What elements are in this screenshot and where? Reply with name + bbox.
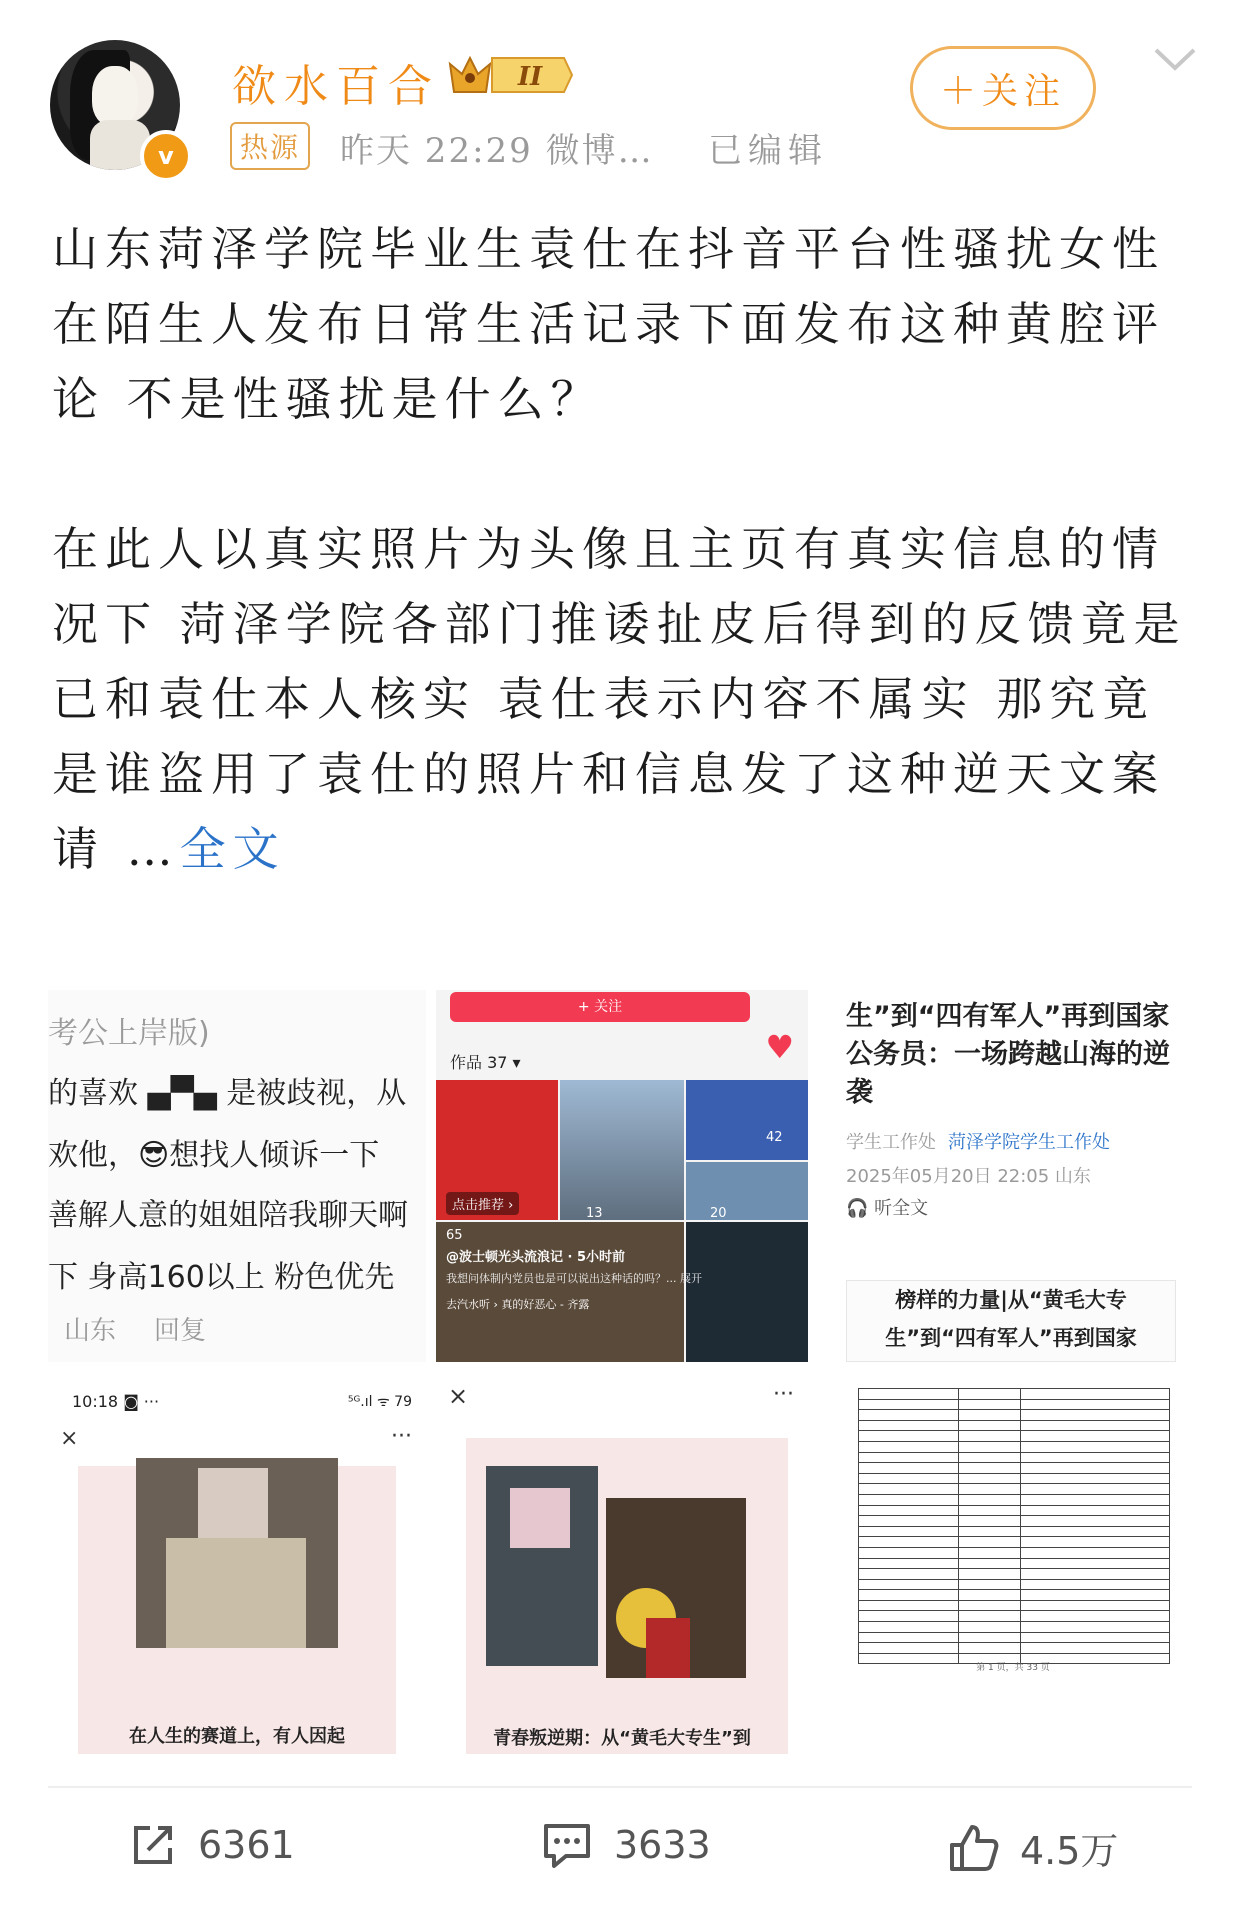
recommend-chip: 点击推荐 › [446,1192,519,1215]
document-table-cell [958,1484,1020,1495]
document-table-row [859,1399,1170,1410]
document-table-row [859,1410,1170,1421]
comment-icon [540,1820,594,1870]
image-table-document[interactable] [846,1382,1180,1754]
heart-icon: ♥ [765,1028,794,1066]
close-icon: × [448,1382,469,1410]
document-table-cell [958,1463,1020,1474]
thumbs-up-icon [946,1821,1000,1875]
document-table-cell [958,1452,1020,1463]
document-table-cell [1020,1516,1169,1527]
document-table-row [859,1452,1170,1463]
image-phone-screenshot[interactable] [48,1382,426,1754]
document-table-row [859,1484,1170,1495]
like-button[interactable] [946,1820,1118,1875]
document-table-cell [859,1632,959,1643]
document-table-cell [1020,1484,1169,1495]
document-table-row [859,1600,1170,1611]
article-banner [846,1280,1176,1362]
video-thumb [436,1222,684,1362]
more-icon: ··· [391,1424,412,1449]
document-table-cell [859,1473,959,1484]
document-table-cell [1020,1632,1169,1643]
blurred-photo [136,1458,338,1648]
listen-full-text: 🎧 听全文 [846,1198,929,1219]
document-table-cell [859,1600,959,1611]
document-table-cell [1020,1463,1169,1474]
document-table-row [859,1590,1170,1601]
document-table-cell [1020,1420,1169,1431]
document-table-cell [859,1516,959,1527]
document-table-cell [1020,1431,1169,1442]
document-table-cell [859,1441,959,1452]
document-table-cell [1020,1569,1169,1580]
document-table-cell [1020,1399,1169,1410]
video-thumb [686,1222,808,1362]
image-douyin-screenshot[interactable] [436,990,808,1362]
follow-button[interactable]: ＋关注 [910,46,1096,130]
post-paragraph: 在此人以真实照片为头像且主页有真实信息的情况下 菏泽学院各部门推诿扯皮后得到的反馈竟是已和袁仕本人核实 袁仕表示内容不属实 那究竟是谁盗用了袁仕的照片和信息发了这种逆天文案请 …全文 [52,522,1187,876]
share-icon [128,1820,178,1870]
comment-button[interactable] [540,1820,711,1870]
document-table-cell [859,1399,959,1410]
document-table-cell [859,1547,959,1558]
like-count: 42 [766,1130,783,1145]
verified-badge-icon: v [140,130,192,182]
like-count: 4.5万 [1020,1829,1119,1873]
document-table-row [859,1611,1170,1622]
document-table-row [859,1632,1170,1643]
headphones-icon: 🎧 [846,1198,869,1219]
document-table-row [859,1558,1170,1569]
document-table-cell [958,1547,1020,1558]
document-table-cell [859,1537,959,1548]
phone-caption: 在人生的赛道上，有人因起 [129,1726,345,1747]
document-table-cell [859,1420,959,1431]
document-table-cell [958,1473,1020,1484]
post-paragraph: 在陌生人发布日常生活记录下面发布这种黄腔评论 不是性骚扰是什么？ [52,297,1165,426]
image-comment-screenshot[interactable] [48,990,426,1362]
chevron-down-icon[interactable] [1150,40,1200,80]
document-table-cell [859,1643,959,1654]
document-table-row [859,1569,1170,1580]
comment-location: 山东 [64,1316,117,1346]
document-table-cell [859,1579,959,1590]
document-table-cell [958,1399,1020,1410]
document-table-row [859,1420,1170,1431]
status-signal: ⁵ᴳ.ıl ᯤ 79 [347,1394,412,1410]
document-table-row [859,1389,1170,1400]
document-table-cell [958,1516,1020,1527]
edited-label: 已编辑 [708,131,828,171]
douyin-comment-line: 我想问体制内党员也是可以说出这种话的吗？... 展开 [446,1272,702,1285]
document-table-cell [958,1643,1020,1654]
post-body [52,212,1192,887]
like-count: 13 [586,1206,603,1221]
works-count: 作品 37 ▾ [450,1053,521,1072]
comment-line: 善解人意的姐姐陪我聊天啊 [48,1198,408,1233]
document-table-row [859,1547,1170,1558]
document-table-cell [1020,1441,1169,1452]
username[interactable]: 欲水百合 [232,61,440,112]
document-table-cell [958,1569,1020,1580]
document-table-cell [1020,1600,1169,1611]
share-button[interactable] [128,1820,295,1870]
document-table-row [859,1537,1170,1548]
like-count: 65 [446,1228,463,1243]
video-thumb [686,1162,808,1220]
like-count: 20 [710,1206,727,1221]
phone-caption: 青春叛逆期：从“黄毛大专生”到 [493,1728,751,1749]
banner-line: 榜样的力量|从“黄毛大专 [895,1288,1127,1312]
document-table-cell [1020,1622,1169,1633]
close-icon: × [60,1426,79,1451]
document-table-cell [859,1484,959,1495]
document-table-cell [859,1526,959,1537]
article-title: 生”到“四有军人”再到国家公务员：一场跨越山海的逆袭 [846,1001,1170,1108]
crown-level-badge-icon [446,52,574,98]
document-table-cell [1020,1494,1169,1505]
document-table-cell [958,1494,1020,1505]
document-table-row [859,1441,1170,1452]
douyin-user-line: @波士顿光头流浪记 · 5小时前 [446,1250,626,1265]
document-table-row [859,1622,1170,1633]
article-date: 2025年05月20日 22:05 山东 [846,1166,1091,1187]
comment-line: 的喜欢 ▄▀▄ 是被歧视，从 [48,1076,407,1111]
source-tag: 热源 [230,122,310,170]
document-table-row [859,1526,1170,1537]
document-table-cell [958,1526,1020,1537]
comment-line: 下 身高160以上 粉色优先 [48,1260,395,1295]
comment-line: 考公上岸版) [48,1016,210,1051]
document-table-cell [1020,1410,1169,1421]
document-table-cell [859,1410,959,1421]
document-table-row [859,1505,1170,1516]
document-table-row [859,1473,1170,1484]
article-org-name: 菏泽学院学生工作处 [948,1132,1110,1153]
document-table-cell [859,1431,959,1442]
comment-reply: 回复 [154,1316,207,1346]
document-table-cell [958,1420,1020,1431]
douyin-follow-bar: + 关注 [450,992,750,1022]
document-table-cell [1020,1643,1169,1654]
document-table-cell [958,1537,1020,1548]
document-table-cell [958,1579,1020,1590]
document-table-cell [958,1389,1020,1400]
document-table-cell [1020,1452,1169,1463]
document-table-cell [859,1611,959,1622]
video-thumb [686,1080,808,1160]
comment-line: 欢他，😎想找人倾诉一下 [48,1138,380,1173]
document-table-cell [958,1632,1020,1643]
document-table-cell [859,1505,959,1516]
pink-card [466,1438,788,1754]
document-table-row [859,1516,1170,1527]
document-table-cell [958,1431,1020,1442]
document-table-cell [958,1558,1020,1569]
article-org-label: 学生工作处 [846,1132,936,1153]
post-paragraph: 山东菏泽学院毕业生袁仕在抖音平台性骚扰女性 [52,222,1165,276]
document-table-cell [1020,1389,1169,1400]
document-table-cell [1020,1505,1169,1516]
document-table-row [859,1431,1170,1442]
post-meta: 昨天 22:29 微博… [340,131,654,171]
article-org [846,1128,1110,1154]
document-table-cell [958,1505,1020,1516]
douyin-bottom-line: 去汽水听 › 真的好恶心 - 齐露 [446,1298,590,1311]
document-table-cell [1020,1547,1169,1558]
document-table-cell [958,1611,1020,1622]
read-more-link[interactable]: 全文 [179,822,286,876]
image-phone-screenshot-2[interactable] [436,1382,808,1754]
document-table-cell [859,1569,959,1580]
comment-count: 3633 [614,1823,711,1867]
video-thumb [560,1080,684,1220]
document-table-cell [1020,1611,1169,1622]
document-table-cell [859,1389,959,1400]
document-table-cell [859,1558,959,1569]
document-table-cell [1020,1558,1169,1569]
document-table-cell [859,1494,959,1505]
document-table-row [859,1579,1170,1590]
document-table-cell [958,1410,1020,1421]
divider [48,1786,1192,1788]
document-table-row [859,1494,1170,1505]
document-table-cell [958,1622,1020,1633]
document-table-cell [958,1441,1020,1452]
share-count: 6361 [198,1823,295,1867]
document-table-cell [859,1622,959,1633]
status-time: 10:18 ◙ ··· [72,1392,160,1411]
document-table-cell [1020,1526,1169,1537]
document-table-cell [859,1590,959,1601]
document-table-cell [859,1452,959,1463]
document-table-row [859,1463,1170,1474]
banner-line: 生”到“四有军人”再到国家 [885,1326,1137,1350]
document-table-cell [958,1590,1020,1601]
page-footer: 第 1 页，共 33 页 [976,1663,1050,1673]
document-table-cell [1020,1590,1169,1601]
document-table [858,1388,1170,1664]
document-table-cell [1020,1473,1169,1484]
video-grid [436,1080,808,1362]
image-article-screenshot[interactable] [846,990,1180,1362]
document-table-cell [1020,1537,1169,1548]
document-table-row [859,1643,1170,1654]
more-icon: ··· [773,1382,794,1407]
document-table-cell [1020,1579,1169,1590]
document-table-cell [859,1463,959,1474]
level-text: II [517,62,543,92]
document-table-cell [958,1600,1020,1611]
